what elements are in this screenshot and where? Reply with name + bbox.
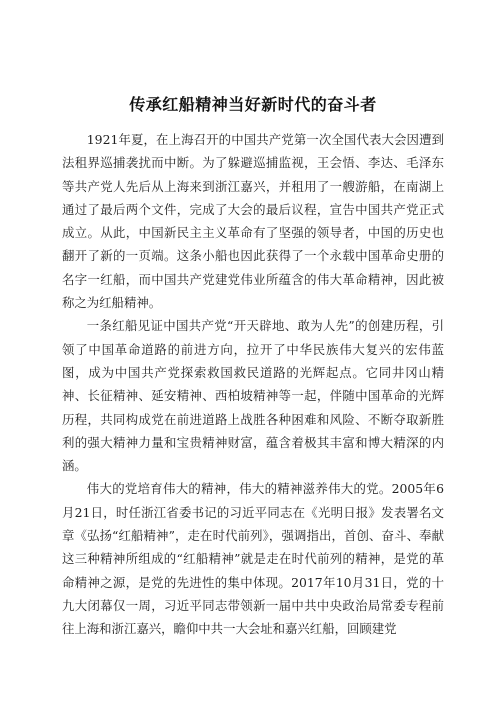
paragraph-1: 1921年夏，在上海召开的中国共产党第一次全国代表大会因遭到法租界巡捕袭扰而中断。为了躲避巡捕监视，王会悟、李达、毛泽东等共产党人先后从上海来到浙江嘉兴，并租用了一艘游船，在南湖上通过了最后两个文件，完成了大会的最后议程，宣告中国共产党正式成立。从此，中国新民主主义革命有了坚强的领导者，中国的历史也翻开了新的一页端。这条小船也因此获得了一个永载中国革命史册的名字一红船，而中国共产党建党伟业所蕴含的伟大革命精神，因此被称之为红船精神。 [62, 132, 444, 311]
paragraph-3: 伟大的党培育伟大的精神，伟大的精神滋养伟大的党。2005年6月21日，时任浙江省委书记的习近平同志在《光明日报》发表署名文章《弘扬“红船精神”，走在时代前列》，强调指出，首创、奋斗、奉献这三种精神所组成的“红船精神”就是走在时代前列的精神，是党的革命精神之源，是党的先进性的集中体现。2017年10月31日，党的十九大闭幕仅一周，习近平同志带领新一届中共中央政治局常委专程前往上海和浙江嘉兴，瞻仰中共一大会址和嘉兴红船，回顾建党 [62, 481, 444, 637]
paragraph-2: 一条红船见证中国共产党“开天辟地、敢为人先”的创建历程，引领了中国革命道路的前进方向，拉开了中华民族伟大复兴的宏伟蓝图，成为中国共产党探索救国救民道路的光辉起点。它同井冈山精神、长征精神、延安精神、西柏坡精神等一起，伴随中国革命的光辉历程，共同构成党在前进道路上战胜各种困难和风险、不断夺取新胜利的强大精神力量和宝贵精神财富，蕴含着极其丰富和博大精深的内涵。 [62, 318, 444, 474]
document-title: 传承红船精神当好新时代的奋斗者 [129, 95, 377, 114]
